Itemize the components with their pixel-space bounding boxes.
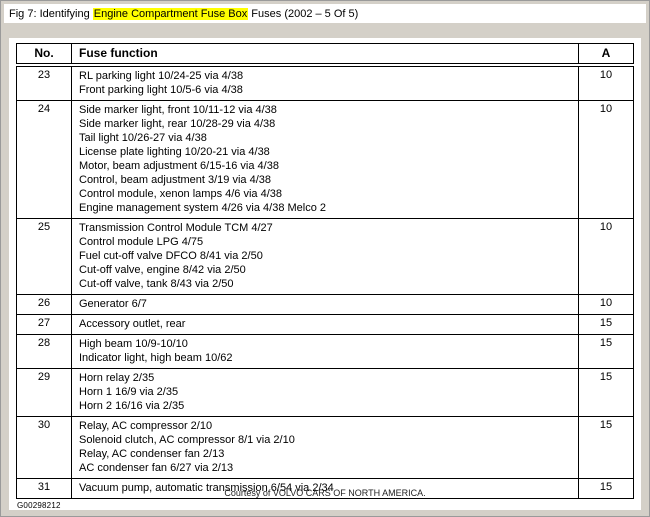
- fuse-function-line: RL parking light 10/24-25 via 4/38: [79, 69, 244, 82]
- fuse-number: 24: [17, 100, 72, 218]
- fuse-amps: 15: [579, 314, 634, 334]
- fuse-function-line: Generator 6/7: [79, 297, 147, 310]
- fuse-function-line: Side marker light, rear 10/28-29 via 4/38: [79, 117, 276, 130]
- table-row: [17, 218, 634, 294]
- fuse-function-line: Side marker light, front 10/11-12 via 4/38: [79, 103, 277, 116]
- column-header-no: No.: [17, 44, 72, 65]
- table-row: [17, 65, 634, 101]
- fuse-function-cell: [72, 314, 579, 334]
- table-row: [17, 368, 634, 416]
- courtesy-note: Courtesy of VOLVO CARS OF NORTH AMERICA.: [224, 488, 426, 498]
- fuse-function-cell: [72, 65, 579, 101]
- caption-prefix: Fig 7: Identifying: [9, 7, 93, 20]
- fuse-number: 29: [17, 368, 72, 416]
- fuse-function-line: Transmission Control Module TCM 4/27: [79, 221, 273, 234]
- figure-caption: [4, 4, 646, 23]
- column-header-amps: A: [579, 44, 634, 65]
- fuse-function-cell: [72, 368, 579, 416]
- fuse-number: 27: [17, 314, 72, 334]
- fuse-function-cell: [72, 334, 579, 368]
- caption-suffix: Fuses (2002 – 5 Of 5): [248, 7, 359, 20]
- fuse-number: 31: [17, 478, 72, 498]
- column-header-function: Fuse function: [72, 44, 579, 65]
- fuse-function-line: Control module LPG 4/75: [79, 235, 204, 248]
- fuse-amps: 15: [579, 416, 634, 478]
- fuse-function-cell: [72, 294, 579, 314]
- fuse-function-line: Control module, xenon lamps 4/6 via 4/38: [79, 187, 283, 200]
- table-row: [17, 416, 634, 478]
- fuse-function-line: Relay, AC compressor 2/10: [79, 419, 213, 432]
- fuse-amps: 15: [579, 368, 634, 416]
- caption-highlight: Engine Compartment Fuse Box: [93, 7, 248, 20]
- fuse-function-line: License plate lighting 10/20-21 via 4/38: [79, 145, 270, 158]
- table-row: [17, 334, 634, 368]
- header-row: [17, 44, 634, 65]
- fuse-number: 25: [17, 218, 72, 294]
- table-row: [17, 314, 634, 334]
- fuse-function-line: Horn relay 2/35: [79, 371, 155, 384]
- fuse-amps: 10: [579, 65, 634, 101]
- document-page: [9, 38, 641, 510]
- fuse-number: 30: [17, 416, 72, 478]
- fuse-function-line: Vacuum pump, automatic transmission 6/54 via 2/34: [79, 481, 334, 494]
- fuse-function-line: Fuel cut-off valve DFCO 8/41 via 2/50: [79, 249, 263, 262]
- fuse-amps: 10: [579, 100, 634, 218]
- fuse-table-body: [17, 65, 634, 499]
- fuse-function-line: Cut-off valve, engine 8/42 via 2/50: [79, 263, 246, 276]
- fuse-function-line: Engine management system 4/26 via 4/38 Melco 2: [79, 201, 327, 214]
- fuse-function-line: Horn 2 16/16 via 2/35: [79, 399, 185, 412]
- fuse-amps: 10: [579, 218, 634, 294]
- fuse-amps: 15: [579, 334, 634, 368]
- fuse-function-line: Relay, AC condenser fan 2/13: [79, 447, 225, 460]
- table-row: [17, 294, 634, 314]
- fuse-number: 28: [17, 334, 72, 368]
- fuse-function-line: High beam 10/9-10/10: [79, 337, 188, 350]
- fuse-function-cell: [72, 218, 579, 294]
- fuse-function-line: AC condenser fan 6/27 via 2/13: [79, 461, 234, 474]
- fuse-function-line: Accessory outlet, rear: [79, 317, 186, 330]
- fuse-number: 23: [17, 65, 72, 101]
- fuse-function-cell: [72, 100, 579, 218]
- fuse-function-line: Tail light 10/26-27 via 4/38: [79, 131, 207, 144]
- fuse-amps: 15: [579, 478, 634, 498]
- fuse-function-cell: [72, 416, 579, 478]
- figure-id: G00298212: [17, 500, 61, 510]
- fuse-function-line: Front parking light 10/5-6 via 4/38: [79, 83, 243, 96]
- fuse-table: [16, 43, 634, 499]
- fuse-function-line: Solenoid clutch, AC compressor 8/1 via 2/10: [79, 433, 295, 446]
- fuse-function-line: Indicator light, high beam 10/62: [79, 351, 233, 364]
- fuse-function-line: Cut-off valve, tank 8/43 via 2/50: [79, 277, 234, 290]
- fuse-function-line: Control, beam adjustment 3/19 via 4/38: [79, 173, 272, 186]
- fuse-function-line: Horn 1 16/9 via 2/35: [79, 385, 179, 398]
- table-row: [17, 100, 634, 218]
- fuse-amps: 10: [579, 294, 634, 314]
- fuse-number: 26: [17, 294, 72, 314]
- fuse-function-line: Motor, beam adjustment 6/15-16 via 4/38: [79, 159, 279, 172]
- fuse-table-header: [17, 44, 634, 65]
